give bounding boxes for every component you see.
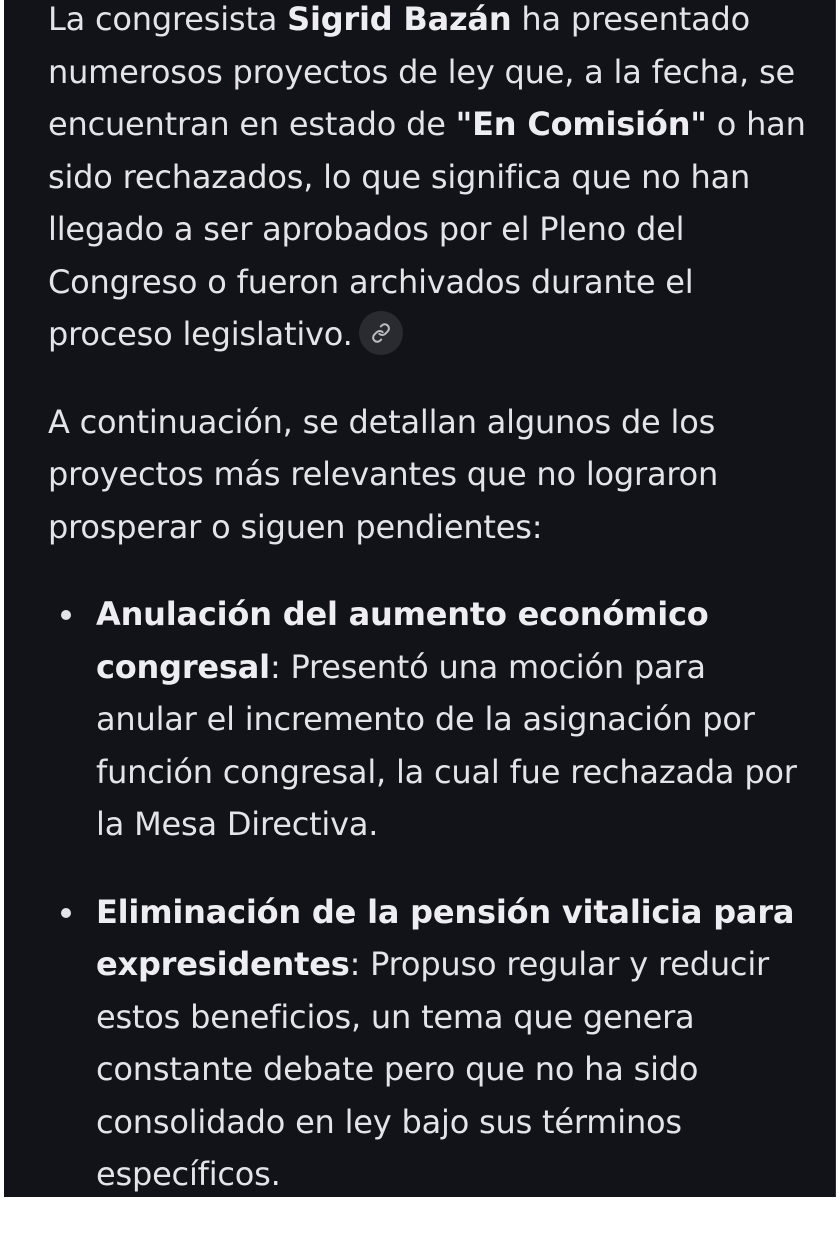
- lead-paragraph: A continuación, se detallan algunos de los proyectos más relevantes que no lograron prosperar o siguen pendientes:: [48, 402, 719, 546]
- list-item-title: Eliminación de la pensión vitalicia para expresidentes: [96, 892, 795, 983]
- intro-suffix: o han sido rechazados, lo que significa que no han llegado a ser aprobados por el Pleno del Congreso o fueron archivados durante el proceso legislativo.: [48, 105, 806, 353]
- list-item: [48, 886, 808, 1201]
- list-item-text: : Propuso regular y reducir estos beneficios, un tema que genera constante debate pero que no ha sido consolidado en ley bajo sus términos específicos.: [96, 945, 769, 1193]
- project-list: [48, 588, 808, 1201]
- list-item-text: : Presentó una moción para anular el incremento de la asignación por función congresal, la cual fue rechazada por la Mesa Directiva.: [96, 647, 797, 843]
- intro-middle: ha presentado numerosos proyectos de ley que, a la fecha, se encuentran en estado de: [48, 0, 795, 143]
- source-link-button[interactable]: [359, 311, 403, 355]
- link-icon: [371, 323, 391, 343]
- list-item: [48, 588, 808, 851]
- intro-paragraph: [48, 0, 808, 361]
- bullet-icon: [61, 908, 71, 918]
- status-label: "En Comisión": [455, 105, 707, 143]
- list-item-title: Anulación del aumento económico congresal: [96, 595, 709, 686]
- response-content: [48, 0, 808, 1236]
- bullet-icon: [61, 610, 71, 620]
- intro-prefix: La congresista: [48, 0, 288, 38]
- congresswoman-name: Sigrid Bazán: [287, 0, 512, 38]
- chat-response-panel: [4, 0, 836, 1197]
